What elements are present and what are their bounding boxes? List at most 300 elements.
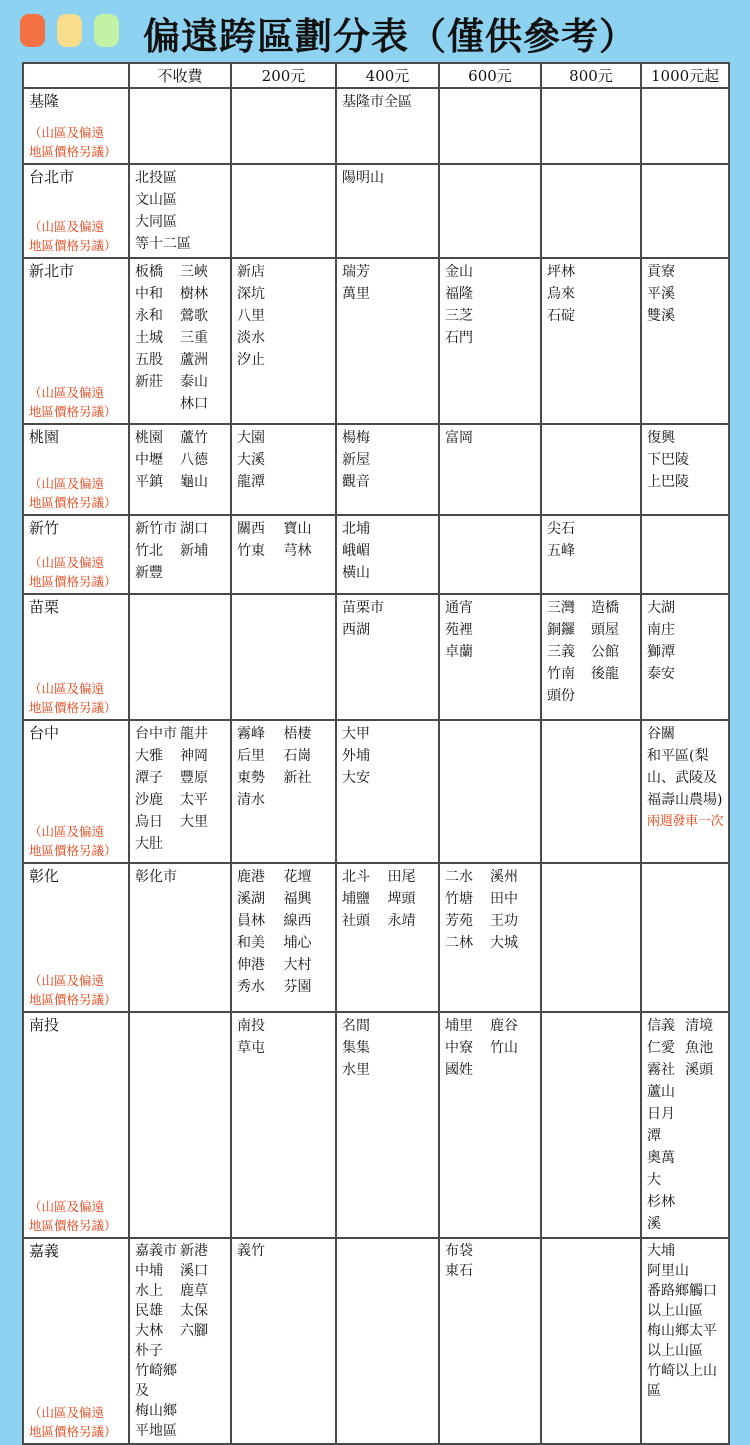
fare-line: 等十二區: [135, 236, 191, 252]
area-name: 蘆山: [647, 1084, 675, 1100]
area-name: 沙鹿: [135, 792, 163, 808]
fare-line: 南投: [237, 1018, 265, 1034]
region-note-line: 地區價格另議）: [29, 144, 117, 159]
area-name: 花壇: [283, 869, 312, 885]
area-name: 社頭: [342, 913, 370, 929]
fare-line: 大同區: [135, 214, 177, 230]
region-note-line: （山區及偏遠: [29, 125, 105, 140]
fare-line: [135, 427, 225, 449]
fare-line: [647, 1015, 723, 1037]
fare-cell: [541, 424, 641, 515]
fare-line: [135, 449, 225, 471]
fare-line: 南庄: [647, 622, 675, 638]
area-name: 溪頭: [685, 1062, 714, 1078]
fare-line: 瑞芳: [342, 264, 370, 280]
fare-cell: [129, 424, 231, 515]
region-note: [29, 553, 123, 591]
area-name: 水上: [135, 1283, 163, 1299]
area-name: 潭子: [135, 770, 163, 786]
fare-line: 楊梅: [342, 430, 370, 446]
region-note-line: （山區及偏遠: [29, 973, 105, 988]
area-name: 清境: [685, 1018, 714, 1034]
area-name: 泰山: [180, 374, 208, 390]
fare-line: [547, 685, 635, 707]
fare-line: 和平區(梨山、武陵及福壽山農場): [647, 748, 723, 808]
fare-cell: [231, 594, 336, 720]
area-name: 烏日: [135, 814, 163, 830]
area-name: 北斗: [342, 869, 370, 885]
fare-line: [135, 1301, 225, 1321]
area-name: 田中: [490, 891, 518, 907]
area-name: 鹿港: [237, 869, 265, 885]
fare-cell: [641, 594, 729, 720]
area-name: 竹山: [490, 1040, 518, 1056]
fare-line: 汐止: [237, 352, 265, 368]
region-note: [29, 822, 123, 860]
fare-cell: [439, 164, 541, 258]
area-name: 太平: [180, 792, 208, 808]
area-name: 芬園: [283, 979, 312, 995]
fare-cell: [541, 1012, 641, 1238]
region-note-line: 地區價格另議）: [29, 495, 117, 510]
area-name: 太保: [180, 1303, 208, 1319]
fare-line: [135, 349, 225, 371]
row-label-wrap: [29, 167, 123, 255]
fare-line: 富岡: [445, 430, 473, 446]
fare-cell: [439, 720, 541, 863]
area-name: 二林: [445, 935, 473, 951]
row-label-cell: [23, 88, 129, 164]
fare-line: 烏來: [547, 286, 575, 302]
fare-line: [135, 811, 225, 833]
area-name: 福興: [283, 891, 312, 907]
fare-line: [135, 767, 225, 789]
fare-line: 集集: [342, 1040, 370, 1056]
area-name: 新埔: [180, 543, 208, 559]
area-name: 龍井: [180, 726, 208, 742]
fare-cell: [336, 1238, 439, 1444]
row-label-wrap: [29, 261, 123, 421]
region-note: [29, 383, 123, 421]
fare-line: 貢寮: [647, 264, 675, 280]
region-note: [29, 679, 123, 717]
fare-line: [237, 518, 330, 540]
area-name: 新豐: [135, 565, 163, 581]
fare-line: 雙溪: [647, 308, 675, 324]
region-label: 桃園: [29, 428, 60, 446]
region-label: 苗栗: [29, 598, 60, 616]
fare-line: 東石: [445, 1263, 473, 1279]
area-name: 溪口: [180, 1263, 208, 1279]
area-name: 國姓: [445, 1062, 473, 1078]
fare-line: 苗栗市: [342, 600, 384, 616]
area-name: 清水: [237, 792, 265, 808]
region-note-line: （山區及偏遠: [29, 555, 105, 570]
fare-cell: [541, 720, 641, 863]
fare-line: 深坑: [237, 286, 265, 302]
area-name: 板橋: [135, 264, 163, 280]
fare-line: [445, 1059, 535, 1081]
table-row: [23, 164, 729, 258]
fare-line: 草屯: [237, 1040, 265, 1056]
fare-cell: [129, 88, 231, 164]
fare-line: [547, 619, 635, 641]
fare-line: 北投區: [135, 170, 177, 186]
fare-cell: [129, 515, 231, 594]
fare-line: 文山區: [135, 192, 177, 208]
region-label: 台中: [29, 724, 60, 742]
fare-line: 橫山: [342, 565, 370, 581]
region-label: 南投: [29, 1016, 60, 1034]
fare-line: 坪林: [547, 264, 575, 280]
fare-line: [237, 954, 330, 976]
area-name: 新竹市: [135, 521, 177, 537]
area-name: 鹿谷: [490, 1018, 518, 1034]
fare-cell: [439, 594, 541, 720]
fare-line: 北埔: [342, 521, 370, 537]
fare-line: [135, 1361, 225, 1401]
fare-line: 石碇: [547, 308, 575, 324]
area-name: 五股: [135, 352, 163, 368]
fare-line: 谷關: [647, 726, 675, 742]
area-name: 魚池: [685, 1040, 714, 1056]
area-name: 神岡: [180, 748, 208, 764]
fare-line: 石門: [445, 330, 473, 346]
area-name: 溪州: [490, 869, 518, 885]
area-name: 田尾: [387, 869, 416, 885]
area-name: 頭份: [547, 688, 575, 704]
fare-line: [445, 910, 535, 932]
fare-line: [135, 305, 225, 327]
table-row: [23, 424, 729, 515]
fare-line: [647, 1059, 723, 1081]
fare-line: [237, 745, 330, 767]
area-name: 豐原: [180, 770, 208, 786]
fare-line: [135, 1401, 225, 1441]
fare-line: [135, 371, 225, 393]
fare-cell: [129, 863, 231, 1012]
fare-cell: [231, 258, 336, 424]
fare-line: [135, 562, 225, 584]
area-name: 土城: [135, 330, 163, 346]
area-name: 三重: [180, 330, 208, 346]
fare-line: [135, 518, 225, 540]
fare-cell: [336, 863, 439, 1012]
fare-line: [135, 393, 225, 415]
fare-line: 福隆: [445, 286, 473, 302]
area-name: 寶山: [283, 521, 312, 537]
area-name: 朴子: [135, 1343, 163, 1359]
region-note-line: （山區及偏遠: [29, 1405, 105, 1420]
fare-line: [237, 910, 330, 932]
window-dot-orange: [20, 14, 45, 47]
fare-line: [547, 641, 635, 663]
fare-line: [342, 866, 433, 888]
fare-cell: [231, 164, 336, 258]
fare-cell: [336, 258, 439, 424]
region-note: [29, 1197, 123, 1235]
region-note: [29, 971, 123, 1009]
fare-cell: [641, 515, 729, 594]
fare-cell: [231, 863, 336, 1012]
area-name: 永和: [135, 308, 163, 324]
fare-line: [135, 833, 225, 855]
fare-line: [342, 910, 433, 932]
fare-cell: [336, 164, 439, 258]
fare-line: 大安: [342, 770, 370, 786]
fare-line: [237, 723, 330, 745]
fare-line: [237, 888, 330, 910]
fare-line: [135, 540, 225, 562]
area-name: 平鎮: [135, 474, 163, 490]
area-name: 霧社: [647, 1062, 675, 1078]
column-header: 不收費: [129, 63, 231, 88]
area-name: 嘉義市: [135, 1243, 177, 1259]
fare-cell: [541, 515, 641, 594]
region-label: 新竹: [29, 519, 60, 537]
fare-line: [135, 1241, 225, 1261]
area-name: 樹林: [180, 286, 208, 302]
fare-line: [445, 866, 535, 888]
fare-line: [647, 1191, 723, 1235]
fare-cell: [231, 720, 336, 863]
row-label-wrap: [29, 518, 123, 591]
row-label-cell: [23, 1012, 129, 1238]
region-label: 彰化: [29, 867, 60, 885]
row-label-wrap: [29, 723, 123, 860]
fare-line: 獅潭: [647, 644, 675, 660]
area-name: 湖口: [180, 521, 208, 537]
fare-cell: [541, 88, 641, 164]
area-name: 仁愛: [647, 1040, 675, 1056]
area-name: 中埔: [135, 1263, 163, 1279]
area-name: 竹塘: [445, 891, 473, 907]
fare-cell: [541, 594, 641, 720]
fare-line: [445, 932, 535, 954]
area-name: 溪湖: [237, 891, 265, 907]
fare-line: 觀音: [342, 474, 370, 490]
region-label: 嘉義: [29, 1242, 60, 1260]
page-title: 偏遠跨區劃分表（僅供參考）: [143, 14, 637, 58]
fare-line: 大甲: [342, 726, 370, 742]
area-name: [135, 393, 180, 415]
fare-cell: [641, 863, 729, 1012]
area-name: 後龍: [591, 666, 619, 682]
area-name: 竹東: [237, 543, 265, 559]
fare-line: 上巴陵: [647, 474, 689, 490]
fare-line: [342, 888, 433, 910]
region-note-line: （山區及偏遠: [29, 385, 105, 400]
fare-cell: [231, 1012, 336, 1238]
region-note: [29, 217, 123, 255]
fare-line: 五峰: [547, 543, 575, 559]
area-name: 中和: [135, 286, 163, 302]
fare-cell: [541, 863, 641, 1012]
fare-line: 義竹: [237, 1243, 265, 1259]
area-name: 頭屋: [591, 622, 619, 638]
area-name: 六腳: [180, 1323, 208, 1339]
fare-line: [445, 1015, 535, 1037]
area-name: 大林: [135, 1323, 163, 1339]
corner-cell: [23, 63, 129, 88]
fare-line: 大埔: [647, 1243, 675, 1259]
area-name: 芳苑: [445, 913, 473, 929]
fare-line: [135, 723, 225, 745]
fare-line: [237, 540, 330, 562]
fare-cell: [541, 1238, 641, 1444]
fare-line: 新店: [237, 264, 265, 280]
fare-cell: [336, 1012, 439, 1238]
fare-line: [237, 767, 330, 789]
fare-line: 金山: [445, 264, 473, 280]
fare-line: 基隆市全區: [342, 94, 412, 110]
region-note-line: （山區及偏遠: [29, 219, 105, 234]
fare-cell: [541, 164, 641, 258]
column-header: 400元: [336, 63, 439, 88]
area-name: 林口: [180, 396, 208, 412]
fare-cell: [641, 720, 729, 863]
region-note-line: 地區價格另議）: [29, 1218, 117, 1233]
row-label-cell: [23, 424, 129, 515]
fare-line: [237, 789, 330, 811]
fare-line: 大園: [237, 430, 265, 446]
area-name: 蘆洲: [180, 352, 208, 368]
column-header: 200元: [231, 63, 336, 88]
row-label-wrap: [29, 91, 123, 161]
region-note: [29, 1403, 123, 1441]
area-name: 三義: [547, 644, 575, 660]
row-label-cell: [23, 720, 129, 863]
fare-cell: [336, 424, 439, 515]
table-row: [23, 88, 729, 164]
row-label-cell: [23, 1238, 129, 1444]
fare-line: 復興: [647, 430, 675, 446]
fare-line: 八里: [237, 308, 265, 324]
fare-line: 彰化市: [135, 869, 177, 885]
area-name: 關西: [237, 521, 265, 537]
fare-line: 水里: [342, 1062, 370, 1078]
region-note-line: （山區及偏遠: [29, 824, 105, 839]
area-name: 東勢: [237, 770, 265, 786]
fare-line: 大溪: [237, 452, 265, 468]
area-name: 王功: [490, 913, 518, 929]
fare-line: 通宵: [445, 600, 473, 616]
fare-cell: [641, 1012, 729, 1238]
region-note: [29, 123, 123, 161]
fare-line: 陽明山: [342, 170, 384, 186]
fare-cell: [541, 258, 641, 424]
fare-line: [647, 1147, 723, 1191]
area-name: 竹南: [547, 666, 575, 682]
area-name: 埔心: [283, 935, 312, 951]
fare-cell: [336, 594, 439, 720]
area-name: 大肚: [135, 836, 163, 852]
area-name: 霧峰: [237, 726, 265, 742]
fare-line: [237, 866, 330, 888]
fare-cell: [129, 1012, 231, 1238]
region-label: 新北市: [29, 262, 75, 280]
fare-line: 泰安: [647, 666, 675, 682]
table-row: [23, 258, 729, 424]
area-name: 杉林溪: [647, 1194, 675, 1232]
fare-line: [135, 1341, 225, 1361]
area-name: 和美: [237, 935, 265, 951]
fare-line: 淡水: [237, 330, 265, 346]
fare-line: 梅山鄉太平以上山區: [647, 1323, 717, 1359]
region-note-line: （山區及偏遠: [29, 476, 105, 491]
fare-table: [22, 62, 730, 1445]
area-name: 造橋: [591, 600, 619, 616]
header-row: [23, 63, 729, 88]
area-name: 新莊: [135, 374, 163, 390]
area-name: 中寮: [445, 1040, 473, 1056]
region-note-line: 地區價格另議）: [29, 843, 117, 858]
fare-cell: [641, 1238, 729, 1444]
fare-line: [135, 261, 225, 283]
column-header: 600元: [439, 63, 541, 88]
area-name: 中壢: [135, 452, 163, 468]
table-row: [23, 1012, 729, 1238]
row-label-cell: [23, 515, 129, 594]
area-name: 八德: [180, 452, 208, 468]
table-row: [23, 594, 729, 720]
fare-line: 名間: [342, 1018, 370, 1034]
fare-line: 西湖: [342, 622, 370, 638]
fare-cell: [439, 1238, 541, 1444]
fare-cell: [439, 1012, 541, 1238]
fare-cell: [641, 424, 729, 515]
area-name: 新港: [180, 1243, 208, 1259]
fare-cell: [641, 164, 729, 258]
fare-cell: [336, 88, 439, 164]
region-note-line: 地區價格另議）: [29, 574, 117, 589]
fare-line: 龍潭: [237, 474, 265, 490]
table-row: [23, 863, 729, 1012]
fare-cell: [439, 88, 541, 164]
fare-line: [647, 1103, 723, 1147]
fare-line: 尖石: [547, 521, 575, 537]
area-name: 埤頭: [387, 891, 416, 907]
region-note-line: 地區價格另議）: [29, 1424, 117, 1439]
fare-cell: [129, 594, 231, 720]
area-name: 竹北: [135, 543, 163, 559]
area-name: 信義: [647, 1018, 675, 1034]
row-label-wrap: [29, 1015, 123, 1235]
fare-cell: [129, 258, 231, 424]
fare-cell: [231, 515, 336, 594]
fare-line: [547, 597, 635, 619]
region-note-line: （山區及偏遠: [29, 681, 105, 696]
fare-cell: [439, 515, 541, 594]
fare-line: [445, 888, 535, 910]
fare-cell: [336, 515, 439, 594]
area-name: 員林: [237, 913, 265, 929]
fare-cell: [641, 88, 729, 164]
fare-line: [237, 932, 330, 954]
area-name: 石崗: [283, 748, 312, 764]
area-name: 二水: [445, 869, 473, 885]
fare-line: [547, 663, 635, 685]
row-label-wrap: [29, 866, 123, 1009]
fare-line: 番路鄉觸口以上山區: [647, 1283, 717, 1319]
fare-cell: [641, 258, 729, 424]
area-name: 埔里: [445, 1018, 473, 1034]
region-note-line: 地區價格另議）: [29, 404, 117, 419]
region-note-line: 地區價格另議）: [29, 992, 117, 1007]
row-label-cell: [23, 164, 129, 258]
fare-line: [135, 1321, 225, 1341]
column-header: 800元: [541, 63, 641, 88]
